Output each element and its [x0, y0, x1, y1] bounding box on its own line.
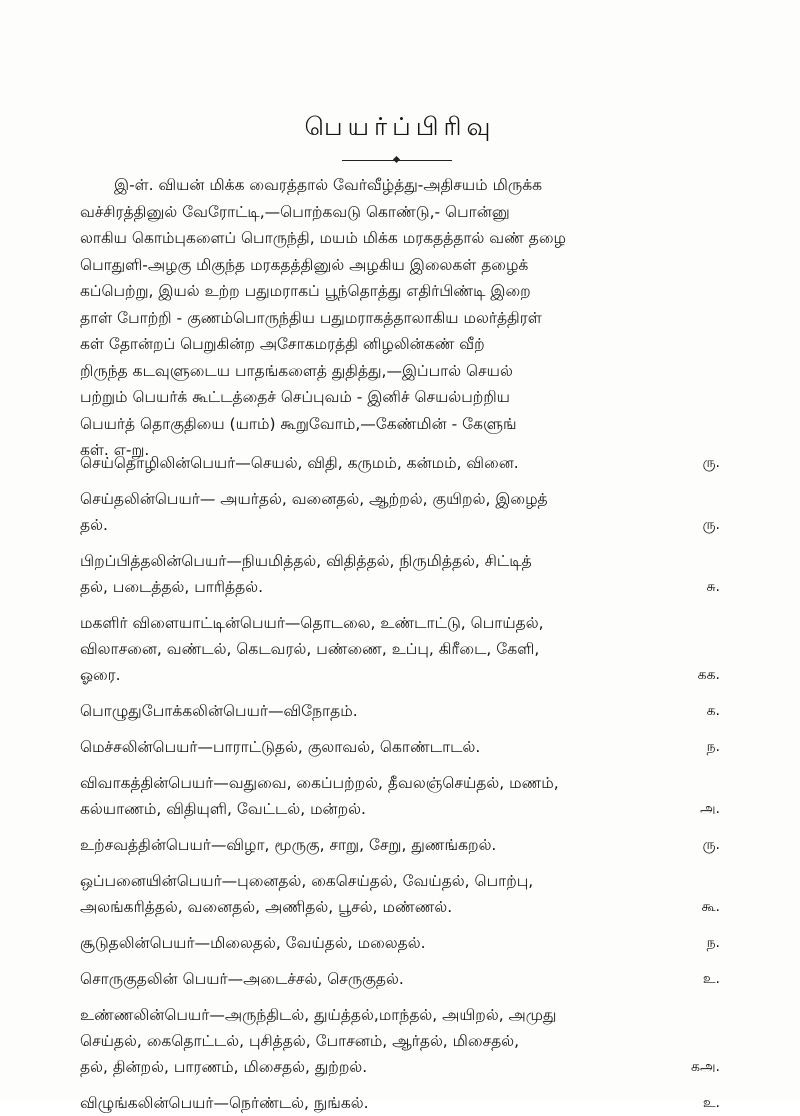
entry-line: கல்யாணம், விதியுளி, வேட்டல், மன்றல். — [80, 800, 366, 818]
entry-line: அலங்கரித்தல், வனைதல், அணிதல், பூசல், மண்ணல். — [80, 898, 453, 916]
word-entry — [80, 966, 720, 992]
verse-number: அ. — [699, 801, 720, 817]
word-entry — [80, 1002, 720, 1080]
entry-spacer — [80, 760, 720, 770]
intro-line: றிருந்த கடவுளுடைய பாதங்களைத் துதித்து,—இப்பால் செயல் — [80, 361, 513, 380]
intro-line: பொதுளி-அழகு மிகுந்த மரகதத்தினுல் அழகிய இலைகள் தழைக் — [80, 255, 529, 274]
intro-line: பற்றும் பெயர்க் கூட்டத்தைச் செப்புவம் - இனிச் செயல்பற்றிய — [80, 388, 510, 406]
entry-line: செய்தொழிலின்பெயர்—செயல், விதி, கருமம், கன்மம், வினை. — [80, 454, 519, 472]
entry-line: விவாகத்தின்பெயர்—வதுவை, கைப்பற்றல், தீவலஞ்செய்தல், மணம், — [80, 774, 559, 792]
verse-number: உ. — [702, 1095, 720, 1111]
entry-spacer — [80, 822, 720, 832]
entry-line: மெச்சலின்பெயர்—பாராட்டுதல், குலாவல், கொண்டாடல். — [80, 738, 481, 756]
entry-line: விழுங்கலின்பெயர்—நெர்ண்டல், நுங்கல். — [80, 1094, 369, 1112]
word-entry — [80, 734, 720, 760]
entry-list — [80, 450, 720, 1116]
entry-line: சொருகுதலின் பெயர்—அடைச்சல், செருகுதல். — [80, 970, 404, 988]
entry-line: தல், படைத்தல், பாரித்தல். — [80, 578, 264, 596]
verse-number: க. — [706, 703, 720, 719]
entry-line: ஒப்பனையின்பெயர்—புனைதல், கைசெய்தல், வேய்தல், பொற்பு, — [80, 872, 534, 890]
entry-line: பொழுதுபோக்கலின்பெயர்—விநோதம். — [80, 702, 358, 720]
word-entry — [80, 486, 720, 538]
entry-spacer — [80, 600, 720, 610]
entry-line: விலாசனை, வண்டல், கெடவரல், பண்ணை, உப்பு, கிரீடை, கேளி, — [80, 640, 540, 658]
entry-line: ஓரை. — [80, 666, 121, 684]
entry-spacer — [80, 1080, 720, 1090]
verse-number: உ. — [702, 971, 720, 987]
entry-spacer — [80, 920, 720, 930]
word-entry — [80, 610, 720, 688]
entry-spacer — [80, 538, 720, 548]
verse-number: கஅ. — [691, 1059, 720, 1075]
entry-line: செய்தல், கைதொட்டல், புசித்தல், போசனம், ஆர்தல், மிசைதல், — [80, 1032, 520, 1050]
verse-number: ரு. — [702, 837, 720, 853]
verse-number: சு. — [706, 579, 720, 595]
intro-paragraph — [80, 172, 710, 464]
intro-line: கள் தோன்றப் பெறுகின்ற அசோகமரத்தி னிழலின்கண் வீற் — [80, 335, 485, 353]
word-entry — [80, 450, 720, 476]
verse-number: ரு. — [702, 517, 720, 533]
word-entry — [80, 832, 720, 858]
intro-line: கள். எ-று. — [80, 441, 150, 459]
entry-line: உற்சவத்தின்பெயர்—விழா, மூருகு, சாறு, சேறு, துணங்கறல். — [80, 836, 497, 854]
word-entry — [80, 1090, 720, 1116]
word-entry — [80, 868, 720, 920]
entry-line: தல். — [80, 516, 108, 534]
verse-number: கக. — [697, 667, 720, 683]
entry-spacer — [80, 688, 720, 698]
verse-number: ந. — [706, 935, 720, 951]
entry-spacer — [80, 956, 720, 966]
entry-spacer — [80, 724, 720, 734]
entry-line: தல், தின்றல், பாரணம், மிசைதல், துற்றல். — [80, 1058, 368, 1076]
entry-spacer — [80, 992, 720, 1002]
word-entry — [80, 548, 720, 600]
word-entry — [80, 930, 720, 956]
intro-line: பெயர்த் தொகுதியை (யாம்) கூறுவோம்,—கேண்மின் - கேளுங் — [80, 414, 517, 433]
intro-line: வச்சிரத்தினுல் வேரோட்டி,—பொற்கவடு கொண்டு,- பொன்னு — [80, 202, 510, 221]
entry-line: பிறப்பித்தலின்பெயர்—நியமித்தல், விதித்தல், நிருமித்தல், சிட்டித் — [80, 552, 532, 570]
entry-line: உண்ணலின்பெயர்—அருந்திடல், துய்த்தல்,மாந்தல், அயிறல், அமுது — [80, 1006, 557, 1024]
entry-line: மகளிர் விளையாட்டின்பெயர்—தொடலை, உண்டாட்டு, பொய்தல், — [80, 614, 544, 632]
word-entry — [80, 770, 720, 822]
entry-spacer — [80, 476, 720, 486]
entry-line: செய்தலின்பெயர்— அயர்தல், வனைதல், ஆற்றல், குயிறல், இழைத் — [80, 490, 548, 508]
word-entry — [80, 698, 720, 724]
title-divider — [342, 160, 452, 161]
intro-line: இ-ள். வியன் மிக்க வைரத்தால் வேர்வீழ்த்து-அதிசயம் மிருக்க — [114, 176, 543, 194]
divider-ornament — [393, 156, 400, 163]
intro-line: தாள் போற்றி - குணம்பொருந்திய பதுமராகத்தாலாகிய மலர்த்திரள் — [80, 308, 542, 327]
verse-number: ந. — [706, 739, 720, 755]
verse-number: ரு. — [702, 455, 720, 471]
intro-line: கப்பெற்று, இயல் உற்ற பதுமராகப் பூந்தொத்து எதிர்பிண்டி இறை — [80, 282, 531, 300]
verse-number: கூ. — [701, 899, 720, 915]
entry-line: சூடுதலின்பெயர்—மிலைதல், வேய்தல், மலைதல். — [80, 934, 426, 952]
page-title: பெயர்ப்பிரிவு — [304, 112, 496, 141]
entry-spacer — [80, 858, 720, 868]
intro-line: லாகிய கொம்புகளைப் பொருந்தி, மயம் மிக்க மரகதத்தால் வண் தழை — [80, 229, 567, 247]
